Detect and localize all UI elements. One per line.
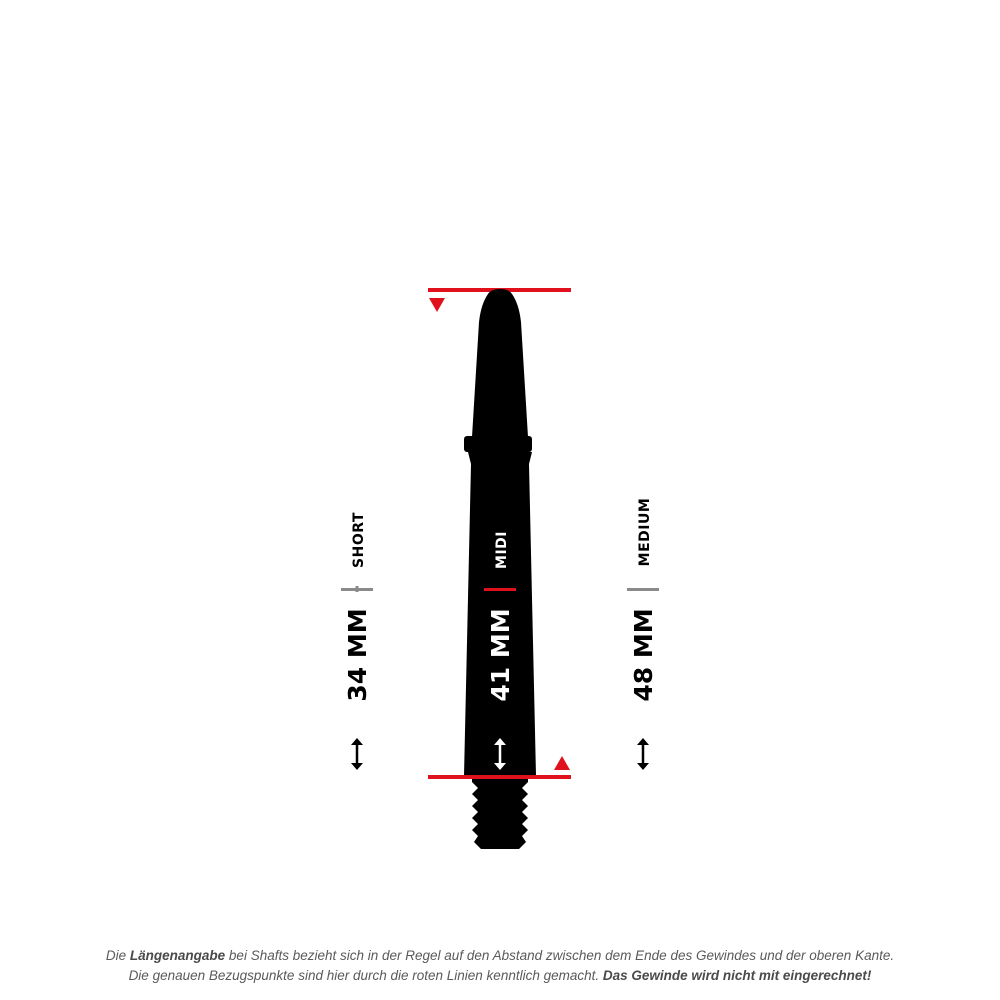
short-double-arrow-icon: [351, 738, 363, 770]
short-name-label: SHORT: [351, 512, 367, 568]
medium-double-arrow-icon: [637, 738, 649, 770]
caption-line-1: [0, 946, 1000, 966]
thread: [472, 776, 528, 849]
caption-line-2: [0, 966, 1000, 986]
medium-separator-bar: [627, 588, 659, 591]
caption: [0, 946, 1000, 986]
short-length-label: 34 MM: [343, 608, 372, 702]
midi-separator-bar: [484, 588, 516, 591]
short-separator-bar: [341, 588, 373, 591]
medium-length-label: 48 MM: [629, 608, 658, 702]
caption-line-1-bold: Längenangabe: [129, 948, 226, 963]
bottom-reference-arrow: [554, 756, 570, 770]
caption-line-1-start: Die: [105, 948, 130, 963]
midi-name-label: MIDI: [494, 531, 510, 569]
caption-line-2-start: Die genauen Bezugspunkte sind hier durch die roten Linien kenntlich gemacht.: [128, 968, 603, 983]
caption-line-1-end: bei Shafts bezieht sich in der Regel auf den Abstand zwischen dem Ende des Gewindes und der oberen Kante.: [225, 948, 895, 963]
midi-length-label: 41 MM: [486, 608, 515, 702]
top-reference-arrow: [429, 298, 445, 312]
medium-name-label: MEDIUM: [637, 497, 653, 567]
caption-line-2-bold: Das Gewinde wird nicht mit eingerechnet!: [602, 968, 872, 983]
